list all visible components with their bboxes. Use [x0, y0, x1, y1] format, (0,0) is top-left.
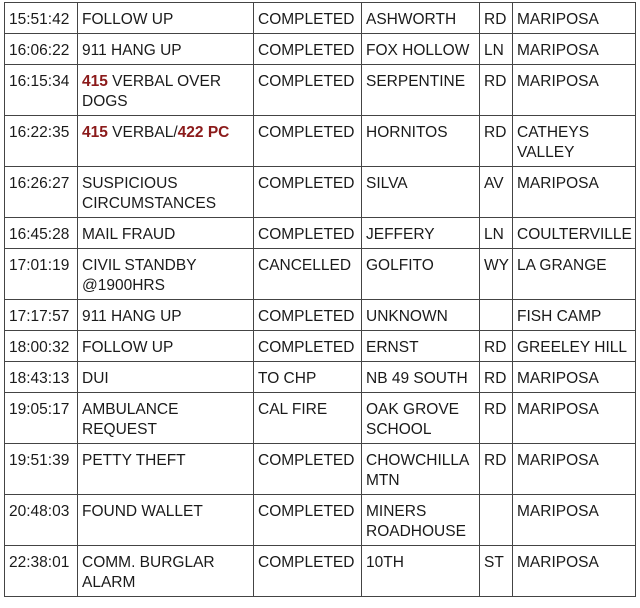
street-suffix-cell: ST	[480, 546, 513, 597]
incident-text: VERBAL/	[107, 124, 178, 141]
status-cell: COMPLETED	[254, 116, 362, 167]
incident-cell	[78, 444, 254, 495]
status-cell: TO CHP	[254, 362, 362, 393]
incident-text: SUSPICIOUS CIRCUMSTANCES	[82, 175, 217, 212]
incident-code: 415	[82, 73, 108, 90]
incident-text: 911 HANG UP	[82, 308, 182, 325]
status-cell: CAL FIRE	[254, 393, 362, 444]
table-row	[5, 300, 636, 331]
incident-text: MAIL FRAUD	[82, 226, 176, 243]
table-row	[5, 393, 636, 444]
street-suffix-cell: LN	[480, 34, 513, 65]
time-cell: 19:51:39	[5, 444, 78, 495]
table-row	[5, 444, 636, 495]
city-cell: CATHEYS VALLEY	[513, 116, 636, 167]
status-cell: COMPLETED	[254, 65, 362, 116]
table-row	[5, 546, 636, 597]
incident-text: VERBAL OVER DOGS	[82, 73, 222, 110]
street-cell: MINERS ROADHOUSE	[362, 495, 480, 546]
table-row	[5, 218, 636, 249]
incident-cell	[78, 218, 254, 249]
incident-cell	[78, 34, 254, 65]
table-row	[5, 3, 636, 34]
table-row	[5, 167, 636, 218]
status-cell: COMPLETED	[254, 495, 362, 546]
incident-log-table	[4, 2, 636, 597]
table-row	[5, 331, 636, 362]
city-cell: MARIPOSA	[513, 546, 636, 597]
street-suffix-cell: RD	[480, 444, 513, 495]
table-row	[5, 116, 636, 167]
city-cell: GREELEY HILL	[513, 331, 636, 362]
incident-text: FOLLOW UP	[82, 339, 174, 356]
table-row	[5, 495, 636, 546]
street-suffix-cell: RD	[480, 65, 513, 116]
street-cell: ASHWORTH	[362, 3, 480, 34]
table-row	[5, 34, 636, 65]
time-cell: 18:00:32	[5, 331, 78, 362]
incident-text: COMM. BURGLAR ALARM	[82, 554, 215, 591]
city-cell: MARIPOSA	[513, 167, 636, 218]
street-cell: NB 49 SOUTH	[362, 362, 480, 393]
city-cell: LA GRANGE	[513, 249, 636, 300]
street-cell: SILVA	[362, 167, 480, 218]
street-suffix-cell: WY	[480, 249, 513, 300]
status-cell: COMPLETED	[254, 167, 362, 218]
street-suffix-cell: RD	[480, 3, 513, 34]
incident-code: 422 PC	[177, 124, 230, 141]
status-cell: COMPLETED	[254, 300, 362, 331]
street-suffix-cell: LN	[480, 218, 513, 249]
incident-text: PETTY THEFT	[82, 452, 186, 469]
time-cell: 15:51:42	[5, 3, 78, 34]
incident-text: FOLLOW UP	[82, 11, 174, 28]
time-cell: 19:05:17	[5, 393, 78, 444]
incident-text: FOUND WALLET	[82, 503, 203, 520]
street-cell: JEFFERY	[362, 218, 480, 249]
street-cell: SERPENTINE	[362, 65, 480, 116]
city-cell: FISH CAMP	[513, 300, 636, 331]
incident-code: 415	[82, 124, 108, 141]
table-row	[5, 65, 636, 116]
street-suffix-cell: RD	[480, 362, 513, 393]
incident-cell	[78, 167, 254, 218]
time-cell: 16:45:28	[5, 218, 78, 249]
incident-cell	[78, 65, 254, 116]
status-cell: COMPLETED	[254, 34, 362, 65]
incident-cell	[78, 393, 254, 444]
incident-text: 911 HANG UP	[82, 42, 182, 59]
status-cell: COMPLETED	[254, 331, 362, 362]
incident-cell	[78, 300, 254, 331]
street-suffix-cell: RD	[480, 393, 513, 444]
city-cell: MARIPOSA	[513, 34, 636, 65]
street-cell: UNKNOWN	[362, 300, 480, 331]
street-cell: 10TH	[362, 546, 480, 597]
time-cell: 16:06:22	[5, 34, 78, 65]
street-suffix-cell	[480, 495, 513, 546]
time-cell: 17:01:19	[5, 249, 78, 300]
incident-cell	[78, 495, 254, 546]
incident-cell	[78, 331, 254, 362]
incident-text: AMBULANCE REQUEST	[82, 401, 179, 438]
city-cell: MARIPOSA	[513, 362, 636, 393]
street-cell: FOX HOLLOW	[362, 34, 480, 65]
incident-cell	[78, 362, 254, 393]
city-cell: MARIPOSA	[513, 3, 636, 34]
street-cell: ERNST	[362, 331, 480, 362]
city-cell: COULTERVILLE	[513, 218, 636, 249]
street-cell: HORNITOS	[362, 116, 480, 167]
time-cell: 16:15:34	[5, 65, 78, 116]
status-cell: COMPLETED	[254, 3, 362, 34]
table-row	[5, 362, 636, 393]
time-cell: 16:26:27	[5, 167, 78, 218]
incident-cell	[78, 116, 254, 167]
city-cell: MARIPOSA	[513, 393, 636, 444]
incident-log-body	[5, 3, 636, 597]
incident-text: CIVIL STANDBY @1900HRS	[82, 257, 197, 294]
city-cell: MARIPOSA	[513, 444, 636, 495]
time-cell: 20:48:03	[5, 495, 78, 546]
incident-cell	[78, 249, 254, 300]
street-suffix-cell: RD	[480, 116, 513, 167]
city-cell: MARIPOSA	[513, 65, 636, 116]
street-cell: OAK GROVE SCHOOL	[362, 393, 480, 444]
time-cell: 17:17:57	[5, 300, 78, 331]
time-cell: 16:22:35	[5, 116, 78, 167]
street-cell: GOLFITO	[362, 249, 480, 300]
status-cell: CANCELLED	[254, 249, 362, 300]
status-cell: COMPLETED	[254, 444, 362, 495]
street-suffix-cell	[480, 300, 513, 331]
time-cell: 22:38:01	[5, 546, 78, 597]
street-suffix-cell: AV	[480, 167, 513, 218]
table-row	[5, 249, 636, 300]
status-cell: COMPLETED	[254, 546, 362, 597]
street-suffix-cell: RD	[480, 331, 513, 362]
incident-cell	[78, 546, 254, 597]
incident-cell	[78, 3, 254, 34]
incident-text: DUI	[82, 370, 109, 387]
street-cell: CHOWCHILLA MTN	[362, 444, 480, 495]
city-cell: MARIPOSA	[513, 495, 636, 546]
time-cell: 18:43:13	[5, 362, 78, 393]
status-cell: COMPLETED	[254, 218, 362, 249]
